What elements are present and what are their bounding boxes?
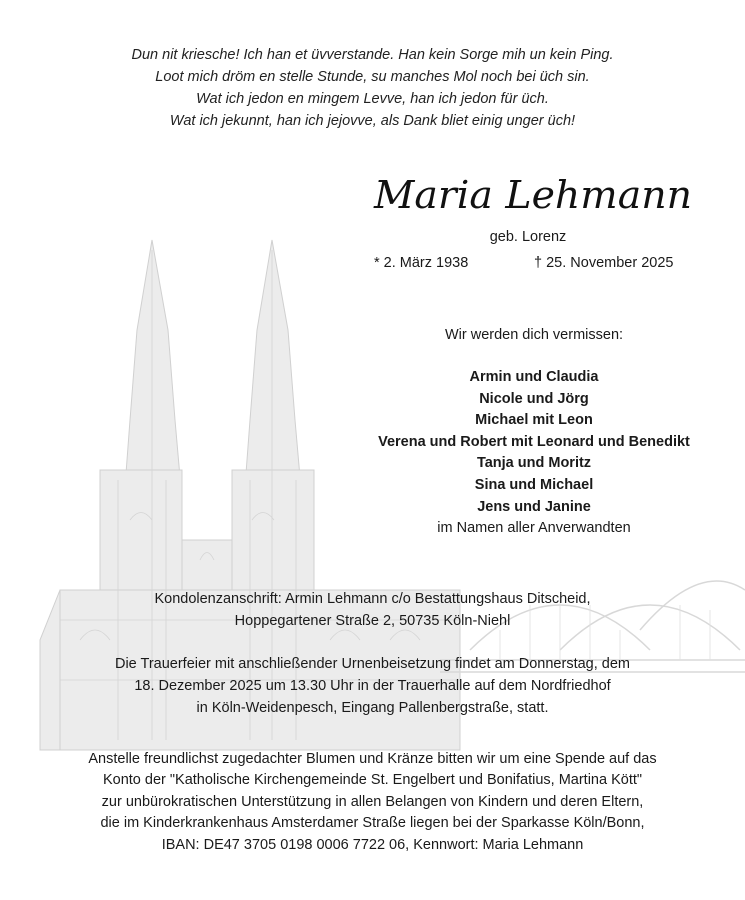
mourner-name: Sina und Michael [474, 476, 594, 493]
ceremony-line: Die Trauerfeier mit anschließender Urnenbeisetzung findet am Donnerstag, dem [114, 656, 630, 672]
deceased-name-signature [370, 166, 700, 222]
born-name: geb. Lorenz [489, 229, 567, 245]
mourner-name: Tanja und Moritz [476, 455, 592, 472]
donation-line: Konto der "Katholische Kirchengemeinde St. Engelbert und Bonifatius, Martina Kött" [102, 772, 643, 789]
mourner-name: Nicole und Jörg [479, 390, 589, 407]
donation-line: zur unbürokratischen Unterstützung in allen Belangen von Kindern und deren Eltern, [101, 793, 644, 810]
donation-line: Anstelle freundlichst zugedachter Blumen und Kränze bitten wir um eine Spende auf das [88, 751, 657, 767]
poem [0, 44, 745, 132]
mourners-list [334, 367, 734, 540]
address-line: Hoppegartener Straße 2, 50735 Köln-Niehl [234, 613, 511, 629]
condolence-address [0, 588, 745, 632]
deceased-name: Maria Lehmann [372, 173, 692, 217]
mourners-intro: Wir werden dich vermissen: [444, 327, 624, 343]
mourner-name: Jens und Janine [477, 498, 591, 515]
birth-date: * 2. März 1938 [374, 255, 469, 271]
donation-info [0, 749, 745, 856]
funeral-ceremony-info [0, 653, 745, 719]
poem-line: Loot mich dröm en stelle Stunde, su manches Mol noch bei üch sin. [155, 69, 590, 85]
ceremony-line: in Köln-Weidenpesch, Eingang Pallenbergstraße, statt. [196, 700, 549, 716]
poem-line: Dun nit kriesche! Ich han et üvverstande. Han kein Sorge mih un kein Ping. [131, 47, 614, 63]
address-line: Kondolenzanschrift: Armin Lehmann c/o Bestattungshaus Ditscheid, [154, 591, 591, 607]
mourner-name: Michael mit Leon [475, 412, 593, 429]
donation-line: die im Kinderkrankenhaus Amsterdamer Straße liegen bei der Sparkasse Köln/Bonn, [100, 815, 645, 832]
mourner-name: Armin und Claudia [469, 369, 599, 385]
ceremony-line: 18. Dezember 2025 um 13.30 Uhr in der Trauerhalle auf dem Nordfriedhof [134, 678, 611, 694]
death-date: † 25. November 2025 [534, 255, 674, 271]
donation-line: IBAN: DE47 3705 0198 0006 7722 06, Kennwort: Maria Lehmann [161, 836, 584, 853]
mourner-name: Verena und Robert mit Leonard und Benedikt [378, 433, 690, 450]
mourners-closing: im Namen aller Anverwandten [437, 520, 631, 537]
poem-line: Wat ich jekunnt, han ich jejovve, als Dank bliet einig unger üch! [169, 113, 576, 129]
poem-line: Wat ich jedon en mingem Levve, han ich jedon für üch. [196, 91, 549, 107]
